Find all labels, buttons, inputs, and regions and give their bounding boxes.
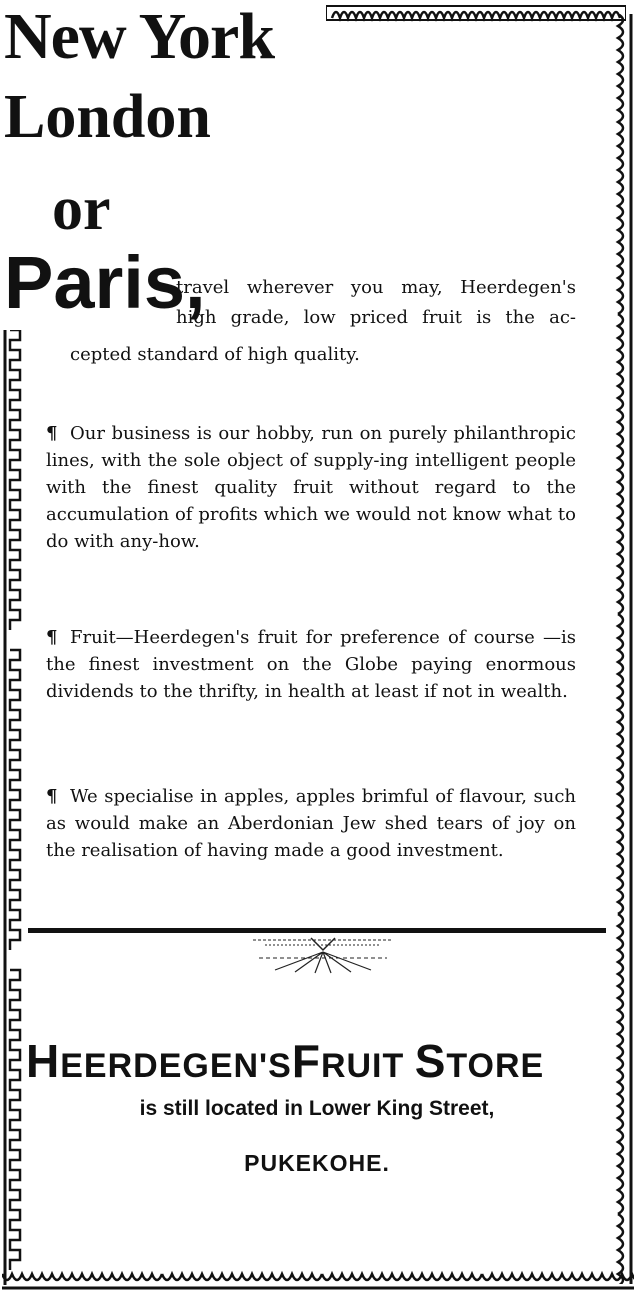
store-name-h: H: [26, 1035, 61, 1087]
headline-or: or: [52, 175, 111, 243]
intro-line-3: cepted standard of high quality.: [70, 344, 360, 365]
right-scroll-border: [614, 14, 634, 1284]
pilcrow-icon: ¶: [46, 627, 58, 648]
store-name-w2: RUIT: [320, 1047, 405, 1085]
headline-london: London: [4, 83, 211, 151]
store-name-s: S: [414, 1035, 447, 1087]
store-location: is still located in Lower King Street,: [139, 1097, 495, 1120]
paragraph-fruit: [46, 624, 576, 705]
pilcrow-icon: ¶: [46, 786, 58, 807]
intro-line-2: high grade, low priced fruit is the ac-: [176, 307, 576, 328]
left-scroll-border: [2, 330, 24, 1285]
headline-paris: Paris,: [4, 241, 206, 324]
store-name: [26, 1034, 626, 1088]
store-name-f: F: [291, 1035, 321, 1087]
paragraph-apples: [46, 783, 576, 864]
divider-rule: [28, 928, 606, 933]
store-name-w3: TORE: [446, 1047, 545, 1085]
bottom-scroll-border: [2, 1268, 634, 1290]
intro-line-1: travel wherever you may, Heerdegen's: [176, 277, 576, 298]
paragraph-text: Fruit—Heerdegen's fruit for preference of course —is the finest investment on the Globe paying enormous dividends to the thrifty, in health at least if not in wealth.: [46, 627, 576, 702]
pilcrow-icon: ¶: [46, 423, 58, 444]
paragraph-text: We specialise in apples, apples brimful of flavour, such as would make an Aberdonian Jew shed tears of joy on the realisation of having made a good investment.: [46, 786, 576, 861]
paragraph-business: [46, 420, 576, 555]
headline-new-york: New York: [4, 0, 275, 73]
top-scroll-border: [326, 4, 626, 22]
store-town: PUKEKOHE.: [244, 1150, 390, 1176]
store-name-w1: EERDEGEN'S: [60, 1047, 292, 1085]
sunburst-ornament-icon: [245, 934, 401, 974]
paragraph-text: Our business is our hobby, run on purely philanthropic lines, with the sole object of supply-ing intelligent people with the finest quality fruit without regard to the accumulation of profits which we would not know what to do with any-how.: [46, 423, 576, 552]
